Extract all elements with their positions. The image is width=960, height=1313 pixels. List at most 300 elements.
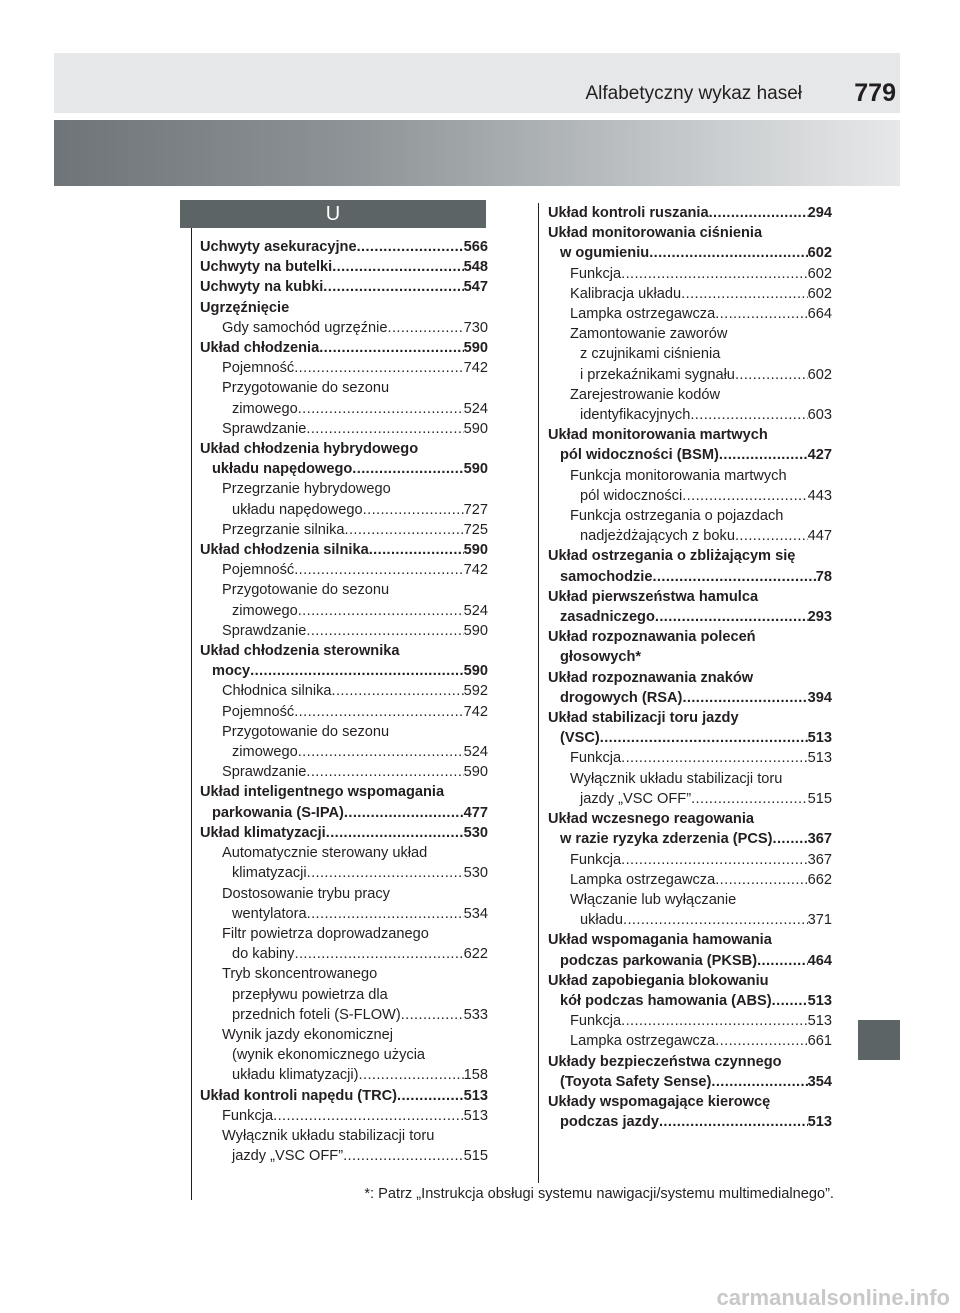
dot-leader	[294, 358, 463, 378]
dot-leader	[652, 567, 815, 587]
dot-leader	[294, 702, 463, 722]
index-entry-term: Układ chłodzenia sterownika	[200, 643, 400, 660]
index-entry-term: samochodzie	[560, 568, 653, 585]
index-entry-term: Układ monitorowania martwych	[548, 427, 768, 444]
index-entry-term: Lampka ostrzegawcza	[570, 1033, 716, 1050]
index-entry-term: zimowego	[232, 744, 298, 761]
index-entry	[548, 344, 832, 364]
index-entry-term: Wyłącznik układu stabilizacji toru	[570, 770, 783, 787]
dot-leader	[294, 944, 463, 964]
index-entry	[200, 762, 488, 782]
index-entry	[200, 1045, 488, 1065]
index-entry-term: parkowania (S-IPA)	[212, 804, 344, 821]
index-entry-page: 548	[463, 259, 488, 276]
index-entry-page: 371	[807, 912, 832, 929]
index-entry	[548, 304, 832, 324]
index-entry-term: przepływu powietrza dla	[232, 986, 388, 1003]
index-entry-page: 427	[807, 447, 832, 464]
dot-leader	[359, 1065, 464, 1085]
index-entry	[548, 486, 832, 506]
index-entry	[200, 944, 488, 964]
index-entry-term: Układ stabilizacji toru jazdy	[548, 710, 739, 727]
dot-leader	[735, 526, 808, 546]
index-entry	[200, 378, 488, 398]
index-entry	[548, 728, 832, 748]
index-entry	[200, 580, 488, 600]
index-entry	[200, 1065, 488, 1085]
index-entry-term: Układ chłodzenia silnika	[200, 542, 369, 559]
index-entry-term: Tryb skoncentrowanego	[222, 966, 378, 983]
index-entry-term: Układ ostrzegania o zbliżającym się	[548, 548, 796, 565]
index-entry-term: Układ rozpoznawania znaków	[548, 669, 754, 686]
dot-leader	[715, 1031, 807, 1051]
dot-leader	[363, 500, 464, 520]
dot-leader	[298, 601, 464, 621]
dot-leader	[655, 607, 808, 627]
dot-leader	[681, 284, 807, 304]
index-entry-page: 513	[807, 730, 832, 747]
index-entry-term: Funkcja	[222, 1107, 274, 1124]
dot-leader	[343, 1146, 464, 1166]
index-entry	[548, 223, 832, 243]
index-entry-page: 367	[807, 831, 832, 848]
index-column-right	[548, 203, 832, 1132]
index-entry-page: 530	[463, 824, 488, 841]
index-entry-term: Zamontowanie zaworów	[570, 326, 728, 343]
index-entry-term: Włączanie lub wyłączanie	[570, 891, 737, 908]
index-entry	[548, 1092, 832, 1112]
index-entry-page: 534	[463, 905, 488, 922]
index-entry	[200, 641, 488, 661]
index-entry-term: (VSC)	[560, 730, 600, 747]
index-entry	[548, 627, 832, 647]
index-entry-page: 513	[807, 750, 832, 767]
index-entry-page: 477	[463, 804, 488, 821]
dot-leader	[709, 203, 808, 223]
index-entry-term: Układ kontroli napędu (TRC)	[200, 1087, 398, 1104]
index-entry	[548, 951, 832, 971]
column-divider-middle	[538, 203, 539, 1183]
index-column-left	[200, 237, 488, 1166]
index-entry-term: Chłodnica silnika	[222, 683, 332, 700]
index-entry-page: 294	[807, 205, 832, 221]
index-entry-page: 524	[463, 400, 488, 417]
index-entry-page: 533	[463, 1006, 488, 1023]
index-entry-term: Układ wczesnego reagowania	[548, 811, 755, 828]
index-entry-page: 515	[807, 790, 832, 807]
index-entry-page: 730	[463, 319, 488, 336]
index-entry	[200, 1025, 488, 1045]
dot-leader	[323, 277, 463, 297]
dot-leader	[307, 904, 464, 924]
index-entry	[548, 587, 832, 607]
index-entry	[200, 439, 488, 459]
index-entry-term: w ogumieniu	[560, 245, 650, 262]
index-entry	[548, 708, 832, 728]
index-entry-page: 602	[807, 285, 832, 302]
index-entry	[200, 924, 488, 944]
index-entry-term: Przygotowanie do sezonu	[222, 380, 390, 397]
index-entry-page: 530	[463, 865, 488, 882]
index-entry-term: Pojemność	[222, 703, 295, 720]
index-entry-term: Ugrzęźnięcie	[200, 299, 290, 316]
dot-leader	[307, 863, 464, 883]
index-entry	[200, 1106, 488, 1126]
index-entry	[200, 520, 488, 540]
column-divider-left	[191, 228, 192, 1200]
index-entry-page: 727	[463, 501, 488, 518]
index-entry	[200, 1086, 488, 1106]
index-entry-term: Funkcja	[570, 851, 622, 868]
index-entry-page: 354	[807, 1073, 832, 1090]
index-entry-term: przednich foteli (S-FLOW)	[232, 1006, 401, 1023]
index-entry	[548, 1112, 832, 1132]
index-entry	[200, 318, 488, 338]
index-entry-page: 742	[463, 703, 488, 720]
index-entry	[548, 607, 832, 627]
index-entry-page: 602	[807, 366, 832, 383]
index-entry-term: (Toyota Safety Sense)	[560, 1073, 712, 1090]
index-entry	[548, 971, 832, 991]
index-entry-term: Układy wspomagające kierowcę	[548, 1093, 771, 1110]
index-entry-term: zimowego	[232, 400, 298, 417]
index-entry-term: jazdy „VSC OFF”	[580, 790, 692, 807]
index-entry-page: 602	[807, 245, 832, 262]
index-entry	[200, 661, 488, 681]
dot-leader	[649, 243, 807, 263]
index-entry-page: 513	[807, 992, 832, 1009]
index-entry	[548, 1072, 832, 1092]
index-entry	[548, 870, 832, 890]
index-entry	[200, 904, 488, 924]
index-entry	[200, 540, 488, 560]
index-entry-term: Uchwyty asekuracyjne	[200, 239, 357, 255]
index-entry-page: 524	[463, 744, 488, 761]
index-entry	[200, 722, 488, 742]
index-entry-term: Funkcja ostrzegania o pojazdach	[570, 508, 784, 525]
index-entry	[200, 742, 488, 762]
index-entry	[200, 1126, 488, 1146]
dot-leader	[357, 237, 464, 257]
index-entry	[548, 243, 832, 263]
index-entry-term: Uchwyty na kubki	[200, 279, 324, 296]
index-entry-term: Funkcja	[570, 1013, 622, 1030]
index-entry-term: podczas jazdy	[560, 1114, 659, 1131]
dot-leader	[621, 748, 808, 768]
dot-leader	[401, 1005, 464, 1025]
index-entry	[548, 647, 832, 667]
index-entry	[548, 890, 832, 910]
index-entry-page: 590	[463, 764, 488, 781]
index-entry-term: Pojemność	[222, 360, 295, 377]
index-entry-term: Układ pierwszeństwa hamulca	[548, 588, 759, 605]
index-entry	[548, 769, 832, 789]
index-entry-term: Automatycznie sterowany układ	[222, 845, 428, 862]
index-letter-heading: U	[180, 200, 486, 228]
dot-leader	[711, 1072, 807, 1092]
dot-leader	[773, 829, 808, 849]
index-entry-term: Funkcja	[570, 750, 622, 767]
index-entry	[200, 681, 488, 701]
index-entry-page: 662	[807, 871, 832, 888]
index-entry	[200, 500, 488, 520]
index-entry-term: Gdy samochód ugrzęźnie	[222, 319, 388, 336]
index-entry	[548, 1031, 832, 1051]
dot-leader	[344, 803, 464, 823]
index-entry-page: 664	[807, 306, 832, 323]
index-entry	[200, 459, 488, 479]
index-entry-page: 443	[807, 487, 832, 504]
index-entry-page: 602	[807, 265, 832, 282]
index-entry	[548, 829, 832, 849]
dot-leader	[621, 850, 808, 870]
index-entry	[200, 884, 488, 904]
index-entry	[548, 930, 832, 950]
index-entry	[548, 991, 832, 1011]
index-entry-term: Układ wspomagania hamowania	[548, 932, 772, 949]
index-entry	[548, 668, 832, 688]
index-entry-term: Lampka ostrzegawcza	[570, 306, 716, 323]
index-entry	[548, 365, 832, 385]
index-entry	[200, 863, 488, 883]
index-entry-page: 742	[463, 562, 488, 579]
index-entry	[200, 964, 488, 984]
index-entry-term: Funkcja monitorowania martwych	[570, 467, 787, 484]
index-entry	[200, 601, 488, 621]
index-entry-page: 367	[807, 851, 832, 868]
index-entry-term: Zarejestrowanie kodów	[570, 386, 721, 403]
index-entry	[200, 419, 488, 439]
dot-leader	[623, 910, 808, 930]
index-entry	[548, 264, 832, 284]
dot-leader	[772, 991, 808, 1011]
index-entry-page: 547	[463, 279, 488, 296]
index-entry-page: 566	[463, 239, 488, 255]
index-entry-term: Sprawdzanie	[222, 420, 307, 437]
dot-leader	[298, 742, 464, 762]
index-entry	[548, 546, 832, 566]
dot-leader	[397, 1086, 464, 1106]
index-entry-page: 78	[815, 568, 832, 585]
index-entry	[548, 809, 832, 829]
dot-leader	[306, 419, 463, 439]
index-entry-term: Układ klimatyzacji	[200, 824, 326, 841]
index-entry	[548, 284, 832, 304]
index-entry	[548, 466, 832, 486]
index-entry-term: zimowego	[232, 602, 298, 619]
index-entry-term: mocy	[212, 663, 251, 680]
index-entry	[200, 277, 488, 297]
index-entry	[200, 257, 488, 277]
index-entry	[200, 985, 488, 1005]
index-entry-page: 293	[807, 609, 832, 626]
index-entry-page: 590	[463, 622, 488, 639]
dot-leader	[621, 1011, 808, 1031]
index-entry	[548, 425, 832, 445]
index-entry-page: 590	[463, 542, 488, 559]
dot-leader	[621, 264, 808, 284]
index-entry-page: 603	[807, 407, 832, 424]
index-entry-page: 515	[463, 1148, 488, 1165]
dot-leader	[715, 870, 807, 890]
index-entry-page: 447	[807, 528, 832, 545]
index-entry	[200, 621, 488, 641]
index-entry	[200, 803, 488, 823]
index-entry	[200, 479, 488, 499]
index-entry	[548, 850, 832, 870]
index-entry	[200, 358, 488, 378]
index-entry	[548, 506, 832, 526]
index-entry-term: Wyłącznik układu stabilizacji toru	[222, 1127, 435, 1144]
dot-leader	[387, 318, 463, 338]
index-entry-term: Układ chłodzenia	[200, 340, 320, 357]
footnote: *: Patrz „Instrukcja obsługi systemu nawigacji/systemu multimedialnego”.	[364, 1186, 834, 1202]
index-entry-term: klimatyzacji	[232, 865, 307, 882]
dot-leader	[600, 728, 808, 748]
index-entry	[548, 405, 832, 425]
dot-leader	[332, 681, 464, 701]
index-entry-term: wentylatora	[232, 905, 307, 922]
index-entry-term: Funkcja	[570, 265, 622, 282]
index-entry	[548, 1052, 832, 1072]
index-entry	[548, 324, 832, 344]
index-entry-page: 590	[463, 663, 488, 680]
index-entry-page: 622	[463, 946, 488, 963]
index-entry-term: do kabiny	[232, 946, 295, 963]
dot-leader	[306, 621, 463, 641]
index-entry-term: Układ zapobiegania blokowaniu	[548, 972, 769, 989]
index-entry-page: 661	[807, 1033, 832, 1050]
index-entry-term: Przygotowanie do sezonu	[222, 582, 390, 599]
dot-leader	[273, 1106, 464, 1126]
index-entry-term: jazdy „VSC OFF”	[232, 1148, 344, 1165]
dot-leader	[332, 257, 463, 277]
dot-leader	[682, 486, 807, 506]
index-entry-page: 513	[463, 1087, 488, 1104]
index-entry-page: 592	[463, 683, 488, 700]
index-entry-term: układu napędowego	[212, 461, 353, 478]
index-entry-page: 513	[463, 1107, 488, 1124]
index-entry	[548, 385, 832, 405]
index-entry	[548, 748, 832, 768]
dot-leader	[344, 520, 463, 540]
index-entry-term: układu klimatyzacji)	[232, 1067, 359, 1084]
index-entry-page: 524	[463, 602, 488, 619]
index-entry	[200, 782, 488, 802]
dot-leader	[691, 789, 808, 809]
page-number: 779	[854, 79, 896, 107]
index-entry-term: kół podczas hamowania (ABS)	[560, 992, 772, 1009]
index-entry	[200, 338, 488, 358]
index-entry-term: Pojemność	[222, 562, 295, 579]
index-entry-term: pól widoczności	[580, 487, 683, 504]
index-entry	[200, 298, 488, 318]
dot-leader	[690, 405, 807, 425]
index-entry	[548, 445, 832, 465]
dot-leader	[319, 338, 463, 358]
index-entry	[548, 526, 832, 546]
index-entry-term: Wynik jazdy ekonomicznej	[222, 1026, 394, 1043]
index-entry-page: 590	[463, 461, 488, 478]
dot-leader	[682, 688, 807, 708]
index-entry-term: w razie ryzyka zderzenia (PCS)	[560, 831, 773, 848]
dot-leader	[757, 951, 808, 971]
index-entry-page: 158	[463, 1067, 488, 1084]
index-entry-term: układu napędowego	[232, 501, 363, 518]
dot-leader	[719, 445, 808, 465]
index-entry-page: 394	[807, 689, 832, 706]
watermark-text: carmanualsonline.info	[716, 1285, 950, 1310]
index-entry-term: układu	[580, 912, 624, 929]
dot-leader	[306, 762, 463, 782]
dot-leader	[352, 459, 463, 479]
index-entry	[200, 843, 488, 863]
index-entry	[200, 399, 488, 419]
dot-leader	[369, 540, 464, 560]
index-entry-term: Przygotowanie do sezonu	[222, 723, 390, 740]
index-entry-term: Układ monitorowania ciśnienia	[548, 225, 763, 242]
index-entry-term: z czujnikami ciśnienia	[580, 346, 721, 363]
index-entry	[548, 1011, 832, 1031]
dot-leader	[735, 365, 808, 385]
index-entry	[200, 1005, 488, 1025]
index-entry-term: Układ kontroli ruszania	[548, 205, 709, 221]
index-entry-term: Układy bezpieczeństwa czynnego	[548, 1053, 782, 1070]
dot-leader	[326, 823, 464, 843]
index-entry-term: Sprawdzanie	[222, 764, 307, 781]
index-entry-term: Dostosowanie trybu pracy	[222, 885, 390, 902]
index-entry-page: 590	[463, 340, 488, 357]
index-entry-term: nadjeżdżających z boku	[580, 528, 735, 545]
index-entry-term: drogowych (RSA)	[560, 689, 683, 706]
index-entry-term: Przegrzanie hybrydowego	[222, 481, 391, 498]
index-entry-term: głosowych*	[560, 649, 642, 666]
index-entry-term: Filtr powietrza doprowadzanego	[222, 925, 429, 942]
index-entry-term: pól widoczności (BSM)	[560, 447, 719, 464]
index-entry-term: identyfikacyjnych	[580, 407, 691, 424]
index-entry-term: Sprawdzanie	[222, 622, 307, 639]
section-title: Alfabetyczny wykaz haseł	[585, 83, 802, 104]
index-entry	[200, 237, 488, 257]
dot-leader	[250, 661, 464, 681]
index-entry	[548, 203, 832, 223]
index-entry-term: Układ inteligentnego wspomagania	[200, 784, 445, 801]
index-entry	[548, 567, 832, 587]
index-entry-term: Uchwyty na butelki	[200, 259, 333, 276]
index-entry-term: Przegrzanie silnika	[222, 521, 345, 538]
index-entry-term: podczas parkowania (PKSB)	[560, 952, 758, 969]
index-entry	[200, 560, 488, 580]
index-entry	[548, 688, 832, 708]
index-entry-page: 590	[463, 420, 488, 437]
index-entry	[200, 702, 488, 722]
index-entry-page: 513	[807, 1013, 832, 1030]
index-entry	[548, 910, 832, 930]
index-entry-term: i przekaźnikami sygnału	[580, 366, 735, 383]
decorative-gradient-band	[54, 120, 900, 186]
index-entry-page: 742	[463, 360, 488, 377]
index-entry-term: Kalibracja układu	[570, 285, 682, 302]
index-entry-term: Układ rozpoznawania poleceń	[548, 629, 756, 646]
index-entry-page: 725	[463, 521, 488, 538]
index-entry-term: Układ chłodzenia hybrydowego	[200, 441, 419, 458]
dot-leader	[715, 304, 807, 324]
dot-leader	[294, 560, 463, 580]
dot-leader	[298, 399, 464, 419]
index-entry	[548, 789, 832, 809]
index-entry-term: Lampka ostrzegawcza	[570, 871, 716, 888]
index-entry-page: 464	[807, 952, 832, 969]
